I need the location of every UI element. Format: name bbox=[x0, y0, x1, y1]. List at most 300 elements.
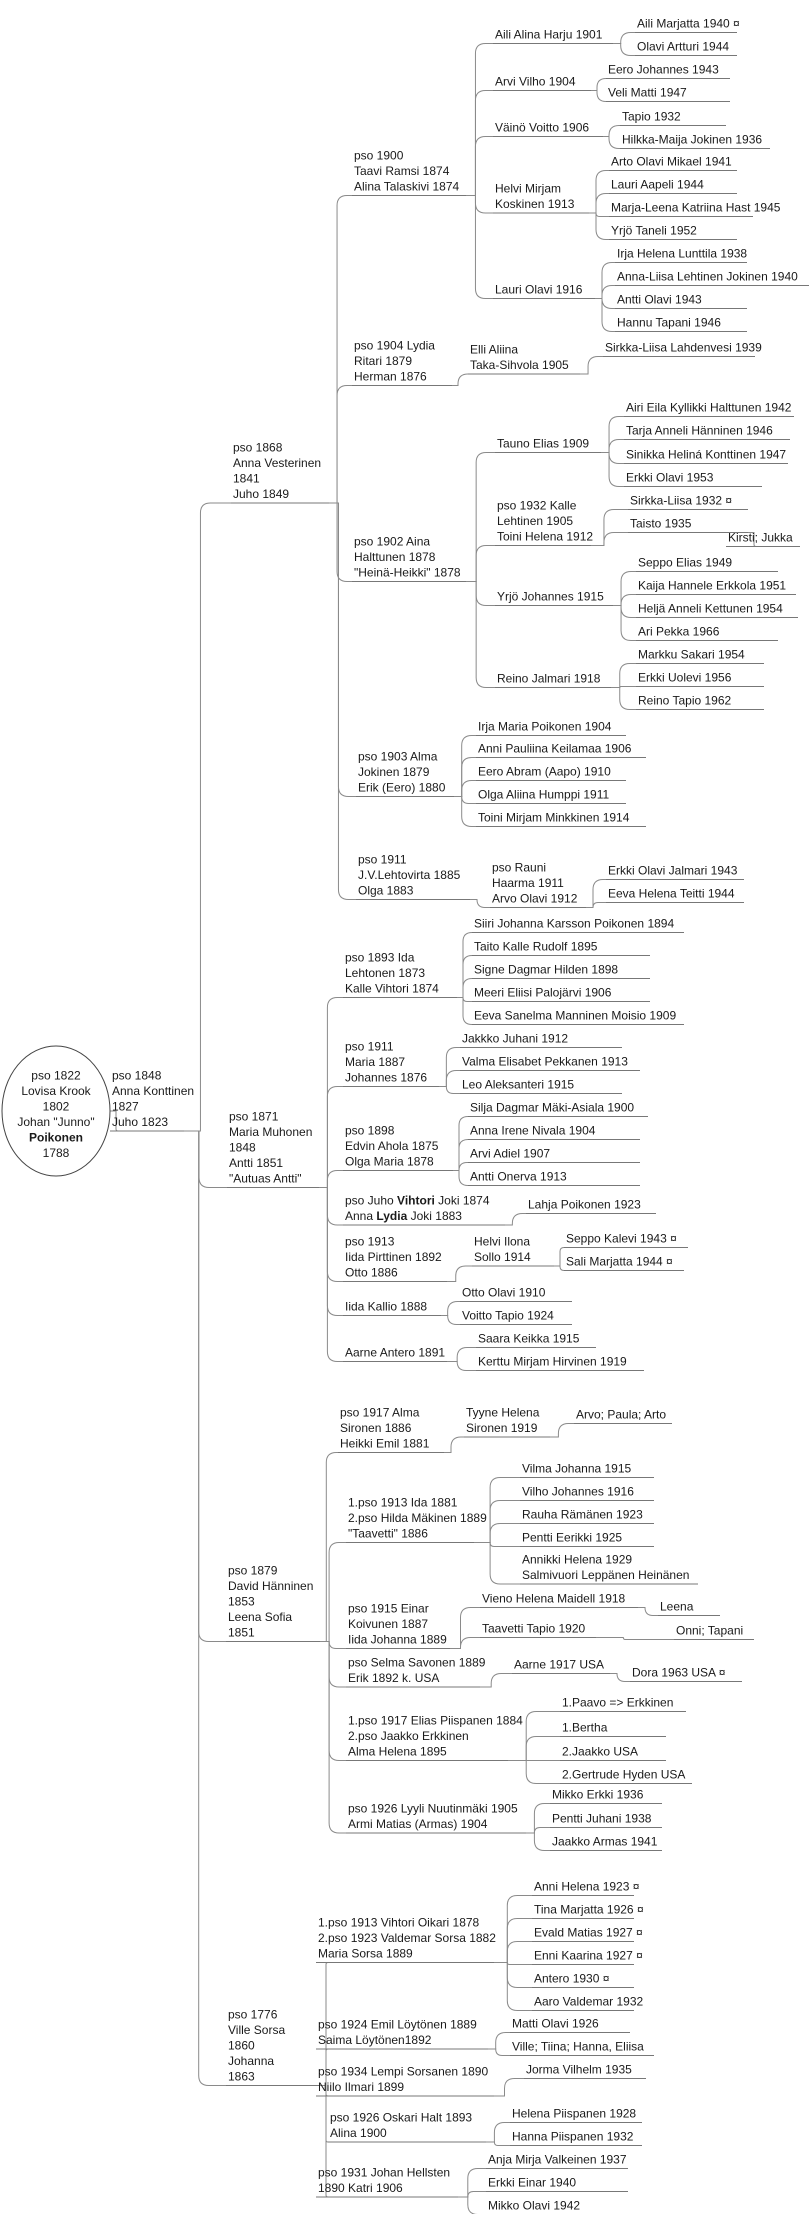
node-label-line: Ville; Tiina; Hanna, Eliisa bbox=[512, 2039, 644, 2054]
node-label-line: Niilo Ilmari 1899 bbox=[318, 2080, 405, 2094]
tree-node bbox=[524, 2063, 646, 2079]
tree-node bbox=[316, 2018, 488, 2050]
tree-node bbox=[635, 17, 740, 33]
node-label-line: Iida Kallio 1888 bbox=[345, 1299, 428, 1314]
connector-line bbox=[439, 1048, 460, 1087]
node-label-line: Otto 1886 bbox=[345, 1265, 398, 1280]
connector-line bbox=[320, 1642, 346, 1761]
node-label-line: Kirsti; Jukka bbox=[728, 530, 793, 545]
tree-node bbox=[636, 625, 778, 641]
node-label-line: Arvi Adiel 1907 bbox=[470, 1146, 551, 1161]
connector-line bbox=[453, 1171, 468, 1186]
tree-node bbox=[460, 1286, 572, 1302]
node-label-line: Matti Olavi 1926 bbox=[512, 2016, 599, 2031]
node-label-line: 2.pso Jaakko Erkkinen bbox=[348, 1729, 469, 1743]
connector-line bbox=[319, 998, 343, 1188]
tree-node bbox=[464, 1406, 550, 1438]
connector-line bbox=[439, 1087, 460, 1094]
connector-line bbox=[466, 137, 493, 196]
tree-node bbox=[615, 247, 747, 263]
node-label-line: Reino Tapio 1962 bbox=[638, 693, 732, 708]
node-label-line: Antti Onerva 1913 bbox=[470, 1169, 567, 1184]
node-label-line: Lehtonen 1873 bbox=[345, 966, 426, 980]
node-label-line: Taavetti Tapio 1920 bbox=[482, 1621, 586, 1636]
node-label-line: Kerttu Mirjam Hirvinen 1919 bbox=[478, 1354, 627, 1369]
connector-line bbox=[453, 1163, 468, 1171]
root-label-line: Lovisa Krook bbox=[21, 1084, 91, 1098]
node-label-line: Aarne Antero 1891 bbox=[345, 1345, 446, 1360]
connector-line bbox=[466, 91, 493, 196]
connector-line bbox=[319, 1188, 343, 1316]
tree-node bbox=[609, 155, 737, 171]
node-label-line: Erkki Einar 1940 bbox=[488, 2175, 577, 2190]
connector-line bbox=[466, 44, 493, 196]
node-label-line: Lauri Aapeli 1944 bbox=[611, 177, 704, 192]
tree-node bbox=[526, 1198, 656, 1214]
connector-line bbox=[320, 1642, 346, 1649]
connector-line bbox=[319, 1188, 343, 1226]
tree-node bbox=[726, 531, 800, 547]
node-label-line: Aarne 1917 USA bbox=[514, 1657, 605, 1672]
node-label-line: 2.Gertrude Hyden USA bbox=[562, 1767, 686, 1782]
tree-node bbox=[460, 1309, 572, 1325]
node-label-line: Olavi Artturi 1944 bbox=[637, 39, 730, 54]
node-label-line: pso 1879 bbox=[228, 1563, 278, 1578]
node-label-line: Reino Jalmari 1918 bbox=[497, 671, 601, 686]
connector-line bbox=[329, 196, 352, 504]
tree-node bbox=[486, 2153, 628, 2169]
connector-line bbox=[466, 582, 495, 606]
node-label-line: 1853 bbox=[228, 1594, 255, 1609]
connector-line bbox=[450, 1638, 480, 1649]
connector-line bbox=[591, 91, 606, 102]
node-label-line: Taka-Sihvola 1905 bbox=[470, 358, 569, 372]
node-label-line: Tyyne Helena bbox=[466, 1405, 540, 1420]
tree-node bbox=[606, 86, 730, 102]
connector-line bbox=[595, 286, 615, 299]
node-label-line: Elli Aliina bbox=[470, 342, 519, 357]
connector-line bbox=[611, 664, 636, 688]
node-label-line: Hannu Tapani 1946 bbox=[617, 315, 721, 330]
node-label-line: Erkki Uolevi 1956 bbox=[638, 670, 732, 685]
tree-node bbox=[512, 1658, 610, 1674]
node-label-line: Johanna bbox=[228, 2054, 275, 2068]
connector-line bbox=[554, 1248, 564, 1267]
connector-line bbox=[591, 533, 628, 546]
tree-node bbox=[468, 1147, 640, 1163]
tree-node bbox=[510, 2017, 630, 2033]
tree-node bbox=[486, 2176, 628, 2192]
tree-node bbox=[550, 1835, 662, 1851]
node-label-line: Anja Mirja Valkeinen 1937 bbox=[488, 2152, 627, 2167]
node-label-line: Onni; Tapani bbox=[676, 1623, 744, 1638]
node-label-line: Sirkka-Liisa Lahdenvesi 1939 bbox=[605, 340, 762, 355]
connector-line bbox=[596, 1638, 674, 1640]
tree-node bbox=[606, 864, 744, 880]
connector-line bbox=[488, 2033, 510, 2050]
connector-line bbox=[613, 33, 635, 44]
node-label-line: Veli Matti 1947 bbox=[608, 85, 687, 100]
tree-node bbox=[615, 316, 747, 332]
node-label-line: Anni Helena 1923 ¤ bbox=[534, 1879, 640, 1894]
root-label-line: pso 1822 bbox=[31, 1068, 81, 1083]
node-label-line: Heljä Anneli Kettunen 1954 bbox=[638, 601, 783, 616]
tree-node bbox=[564, 1232, 688, 1248]
tree-node bbox=[472, 917, 684, 933]
tree-node bbox=[624, 401, 794, 417]
connector-line bbox=[439, 1071, 460, 1087]
node-label-line: David Hänninen bbox=[228, 1579, 314, 1593]
tree-node bbox=[352, 149, 466, 196]
connector-line bbox=[550, 1424, 574, 1438]
tree-node bbox=[227, 1110, 319, 1188]
connector-line bbox=[466, 582, 495, 688]
tree-node bbox=[636, 556, 778, 572]
node-label-line: pso 1911 bbox=[345, 1039, 394, 1054]
node-label-line: Irja Maria Poikonen 1904 bbox=[478, 719, 612, 734]
connector-line bbox=[613, 606, 636, 641]
connector-line bbox=[458, 2192, 486, 2198]
node-label-line: Heikki Emil 1881 bbox=[340, 1436, 430, 1451]
node-label-line: Ville Sorsa bbox=[228, 2023, 286, 2037]
tree-node bbox=[328, 2111, 486, 2143]
connector-line bbox=[457, 956, 472, 998]
root-label-line: Poikonen bbox=[28, 1130, 84, 1145]
node-label-line: Voitto Tapio 1924 bbox=[462, 1308, 554, 1323]
node-label-line: Iida Pirttinen 1892 bbox=[345, 1250, 442, 1264]
connector-line bbox=[447, 1348, 476, 1362]
node-label-line: Jokinen 1879 bbox=[358, 765, 430, 779]
tree-node bbox=[495, 499, 593, 546]
connector-line bbox=[603, 126, 620, 137]
node-label-line: Alina Talaskivi 1874 bbox=[354, 179, 460, 194]
node-label-line: Arvo; Paula; Arto bbox=[576, 1407, 667, 1422]
connector-line bbox=[595, 299, 615, 332]
connector-line bbox=[589, 194, 609, 214]
tree-node bbox=[624, 448, 788, 464]
node-label-line: 1890 Katri 1906 bbox=[318, 2181, 403, 2195]
node-label-line: Tauno Elias 1909 bbox=[497, 436, 590, 451]
node-label-line: Hilkka-Maija Jokinen 1936 bbox=[622, 132, 763, 147]
node-label-line: pso 1848 bbox=[112, 1068, 162, 1083]
connector-line bbox=[486, 2123, 510, 2143]
node-label-line: Otto Olavi 1910 bbox=[462, 1285, 546, 1300]
node-label-line: Vilma Johanna 1915 bbox=[522, 1461, 632, 1476]
tree-node bbox=[343, 1194, 505, 1226]
tree-node bbox=[520, 1462, 654, 1478]
node-label-line: Rauha Rämänen 1923 bbox=[522, 1507, 643, 1522]
node-label-line: Eeva Sanelma Manninen Moisio 1909 bbox=[474, 1008, 677, 1023]
node-label-line: Tina Marjatta 1926 ¤ bbox=[534, 1902, 644, 1917]
node-label-line: Ari Pekka 1966 bbox=[638, 624, 720, 639]
node-label-line: 1827 bbox=[112, 1099, 139, 1114]
tree-node bbox=[493, 121, 603, 137]
node-label-line: 1.pso 1917 Elias Piispanen 1884 bbox=[348, 1713, 523, 1728]
connector-line bbox=[441, 1316, 460, 1325]
node-label-line: Annikki Helena 1929 bbox=[522, 1552, 633, 1567]
connector-line bbox=[591, 79, 606, 91]
node-label-line: 2.Jaakko USA bbox=[562, 1744, 639, 1759]
tree-node bbox=[560, 1745, 666, 1761]
connector-line bbox=[450, 1608, 480, 1649]
node-label-line: pso Juho Vihtori Joki 1874 bbox=[345, 1193, 490, 1208]
tree-node bbox=[532, 1903, 644, 1919]
tree-node bbox=[532, 1972, 634, 1988]
node-label-line: Jorma Vilhelm 1935 bbox=[526, 2062, 632, 2077]
connector-line bbox=[638, 1608, 658, 1616]
node-label-line: pso 1902 Aina bbox=[354, 534, 431, 549]
tree-node bbox=[510, 2130, 642, 2146]
node-label-line: "Autuas Antti" bbox=[229, 1171, 302, 1186]
tree-node bbox=[532, 1880, 640, 1896]
tree-node bbox=[493, 283, 595, 299]
node-label-line: Meeri Eliisi Palojärvi 1906 bbox=[474, 985, 612, 1000]
tree-node bbox=[343, 1235, 447, 1282]
connector-line bbox=[444, 1437, 464, 1453]
node-label-line: Jakkko Juhani 1912 bbox=[462, 1031, 569, 1046]
tree-node bbox=[658, 1600, 720, 1616]
tree-node bbox=[628, 494, 748, 510]
tree-node bbox=[460, 1055, 640, 1071]
root-node bbox=[2, 1046, 110, 1176]
node-label-line: Anna Lydia Joki 1883 bbox=[345, 1209, 462, 1223]
node-label-line: Maria 1887 bbox=[345, 1055, 406, 1069]
node-label-line: Markku Sakari 1954 bbox=[638, 647, 745, 662]
node-label-line: Antti Olavi 1943 bbox=[617, 292, 702, 307]
node-label-line: Koskinen 1913 bbox=[495, 197, 575, 211]
tree-node bbox=[606, 63, 730, 79]
node-label-line: 1848 bbox=[229, 1140, 256, 1155]
node-label-line: Sironen 1886 bbox=[340, 1421, 412, 1435]
node-label-line: Arto Olavi Mikael 1941 bbox=[611, 154, 732, 169]
node-label-line: Dora 1963 USA ¤ bbox=[632, 1665, 726, 1680]
node-label-line: Mikko Olavi 1942 bbox=[488, 2198, 581, 2213]
connector-line bbox=[554, 1266, 564, 1271]
tree-node bbox=[609, 178, 737, 194]
tree-node bbox=[460, 1078, 622, 1094]
connector-line bbox=[508, 1761, 560, 1784]
node-label-line: Sinikka Heliná Konttinen 1947 bbox=[626, 447, 787, 462]
connector-line bbox=[474, 1524, 520, 1543]
connector-line bbox=[613, 572, 636, 606]
tree-node bbox=[493, 75, 591, 91]
tree-node bbox=[346, 1656, 486, 1688]
node-label-line: pso 1917 Alma bbox=[340, 1405, 420, 1420]
node-label-line: Kalle Vihtori 1874 bbox=[345, 981, 439, 996]
tree-node bbox=[520, 1485, 654, 1501]
tree-node bbox=[472, 940, 650, 956]
tree-node bbox=[493, 182, 589, 214]
tree-node bbox=[316, 1916, 496, 1963]
tree-node bbox=[472, 963, 650, 979]
tree-node bbox=[624, 424, 790, 440]
connector-line bbox=[466, 546, 495, 582]
node-label-line: pso 1904 Lydia bbox=[354, 338, 435, 353]
connector-line bbox=[488, 2049, 510, 2056]
node-label-line: Ritari 1879 bbox=[354, 354, 413, 368]
node-label-line: Johannes 1876 bbox=[345, 1070, 428, 1085]
tree-node bbox=[476, 788, 626, 804]
connector-line bbox=[494, 2079, 524, 2097]
node-label-line: Anna Konttinen bbox=[112, 1084, 195, 1098]
node-label-line: Seppo Elias 1949 bbox=[638, 555, 733, 570]
connector-line bbox=[474, 1543, 520, 1585]
tree-node bbox=[346, 1602, 450, 1649]
node-label-line: Yrjö Taneli 1952 bbox=[611, 223, 697, 238]
node-label-line: Evald Matias 1927 ¤ bbox=[534, 1925, 643, 1940]
connector-line bbox=[329, 503, 356, 900]
connector-line bbox=[447, 1266, 472, 1282]
tree-node bbox=[674, 1624, 754, 1640]
node-label-line: Silja Dagmar Mäki-Asiala 1900 bbox=[470, 1100, 635, 1115]
node-label-line: pso 1924 Emil Löytönen 1889 bbox=[318, 2017, 477, 2032]
tree-node bbox=[472, 1009, 684, 1025]
node-label-line: 1.pso 1913 Vihtori Oikari 1878 bbox=[318, 1915, 480, 1930]
connector-line bbox=[319, 1171, 343, 1188]
tree-node bbox=[343, 1124, 453, 1171]
tree-connectors bbox=[110, 33, 756, 2214]
connector-line bbox=[441, 1302, 460, 1316]
node-label-line: Erik (Eero) 1880 bbox=[358, 780, 446, 795]
tree-node bbox=[510, 2107, 642, 2123]
node-label-line: Jaakko Armas 1941 bbox=[552, 1834, 658, 1849]
tree-node bbox=[476, 1355, 644, 1371]
tree-node bbox=[476, 1332, 596, 1348]
node-label-line: pso 1898 bbox=[345, 1123, 395, 1138]
tree-node bbox=[574, 1408, 672, 1424]
node-label-line: 2.pso 1923 Valdemar Sorsa 1882 bbox=[318, 1931, 496, 1945]
node-label-line: "Taavetti" 1886 bbox=[348, 1526, 428, 1541]
tree-node bbox=[636, 579, 796, 595]
connector-line bbox=[474, 1478, 520, 1543]
tree-node bbox=[560, 1768, 692, 1784]
tree-node bbox=[110, 1069, 194, 1132]
connector-line bbox=[454, 797, 476, 827]
root-label-line: 1788 bbox=[42, 1146, 70, 1160]
connector-line bbox=[589, 213, 609, 217]
tree-node bbox=[352, 535, 466, 582]
connector-line bbox=[591, 510, 628, 546]
root-label-line: 1802 bbox=[42, 1099, 70, 1114]
node-label-line: pso 1913 bbox=[345, 1234, 395, 1249]
tree-node bbox=[472, 1235, 554, 1267]
tree-node bbox=[468, 1124, 640, 1140]
node-label-line: pso 1871 bbox=[229, 1109, 279, 1124]
tree-node bbox=[343, 1040, 439, 1087]
tree-node bbox=[343, 1346, 447, 1362]
node-label-line: Aaro Valdemar 1932 bbox=[534, 1994, 644, 2009]
connector-line bbox=[329, 386, 352, 504]
node-label-line: Signe Dagmar Hilden 1898 bbox=[474, 962, 619, 977]
node-label-line: Kaija Hannele Erkkola 1951 bbox=[638, 578, 787, 593]
connector-line bbox=[457, 979, 472, 998]
tree-node bbox=[476, 765, 626, 781]
node-label-line: Siiri Johanna Karsson Poikonen 1894 bbox=[474, 916, 675, 931]
tree-node bbox=[316, 2166, 458, 2198]
tree-node bbox=[468, 1101, 648, 1117]
tree-node bbox=[532, 1926, 643, 1942]
tree-node bbox=[550, 1788, 662, 1804]
node-label-line: Saima Löytönen1892 bbox=[318, 2033, 432, 2047]
node-label-line: Eero Johannes 1943 bbox=[608, 62, 719, 77]
node-label-line: "Heinä-Heikki" 1878 bbox=[354, 565, 461, 580]
node-label-line: Juho 1849 bbox=[233, 487, 290, 501]
node-label-line: Arvo Olavi 1912 bbox=[492, 891, 578, 906]
tree-node bbox=[356, 853, 470, 900]
node-label-line: Anni Pauliina Keilamaa 1906 bbox=[478, 741, 632, 756]
node-label-line: 1860 bbox=[228, 2038, 255, 2053]
connector-line bbox=[452, 374, 468, 386]
node-label-line: Olga Aliina Humppi 1911 bbox=[478, 787, 610, 802]
connector-line bbox=[595, 263, 615, 299]
tree-node bbox=[510, 2040, 654, 2056]
node-label-line: pso 1932 Kalle bbox=[497, 498, 577, 513]
node-label-line: Leena Sofia bbox=[228, 1610, 293, 1624]
tree-node bbox=[560, 1721, 666, 1737]
tree-node bbox=[352, 339, 452, 386]
tree-node bbox=[480, 1622, 596, 1638]
tree-node bbox=[636, 694, 764, 710]
node-label-line: Salmivuori Leppänen Heinänen bbox=[522, 1568, 690, 1582]
tree-node bbox=[226, 2008, 320, 2086]
node-label-line: Vilho Johannes 1916 bbox=[522, 1484, 634, 1499]
node-label-line: Arvi Vilho 1904 bbox=[495, 74, 576, 89]
connector-line bbox=[454, 758, 476, 797]
tree-node bbox=[343, 951, 457, 998]
node-label-line: 1841 bbox=[233, 471, 260, 486]
tree-node bbox=[226, 1564, 320, 1642]
node-label-line: Herman 1876 bbox=[354, 369, 427, 384]
node-label-line: Eero Abram (Aapo) 1910 bbox=[478, 764, 611, 779]
tree-node bbox=[630, 1666, 742, 1682]
node-label-line: pso 1934 Lempi Sorsanen 1890 bbox=[318, 2064, 489, 2079]
connector-line bbox=[447, 1362, 476, 1371]
tree-node bbox=[532, 1949, 643, 1965]
tree-node bbox=[472, 986, 650, 1002]
connector-line bbox=[589, 171, 609, 214]
connector-line bbox=[319, 1188, 343, 1362]
node-label-line: pso 1911 bbox=[358, 852, 407, 867]
tree-node bbox=[495, 672, 611, 688]
tree-node bbox=[486, 2199, 628, 2214]
node-label-line: 1.Bertha bbox=[562, 1720, 608, 1735]
node-label-line: Juho 1823 bbox=[112, 1115, 169, 1129]
tree-node bbox=[316, 2065, 494, 2097]
node-label-line: Tarja Anneli Hänninen 1946 bbox=[626, 423, 773, 438]
connector-line bbox=[601, 417, 624, 453]
tree-node bbox=[609, 224, 737, 240]
tree-node bbox=[338, 1406, 444, 1453]
tree-node bbox=[520, 1553, 698, 1585]
connector-line bbox=[319, 1188, 343, 1282]
connector-line bbox=[526, 1828, 550, 1834]
tree-node bbox=[476, 811, 646, 827]
tree-node bbox=[480, 1592, 638, 1608]
node-label-line: Toini Helena 1912 bbox=[497, 529, 594, 544]
connector-line bbox=[494, 1963, 532, 1988]
node-label-line: pso Selma Savonen 1889 bbox=[348, 1655, 486, 1670]
node-label-line: Erik 1892 k. USA bbox=[348, 1671, 440, 1685]
node-label-line: Helena Piispanen 1928 bbox=[512, 2106, 637, 2121]
tree-node bbox=[476, 742, 646, 758]
connector-line bbox=[526, 1804, 550, 1834]
node-label-line: Irja Helena Lunttila 1938 bbox=[617, 246, 748, 261]
node-label-line: pso 1903 Alma bbox=[358, 749, 438, 764]
tree-node bbox=[624, 471, 762, 487]
connector-line bbox=[494, 1919, 532, 1963]
tree-node bbox=[620, 110, 726, 126]
tree-node bbox=[615, 270, 809, 286]
